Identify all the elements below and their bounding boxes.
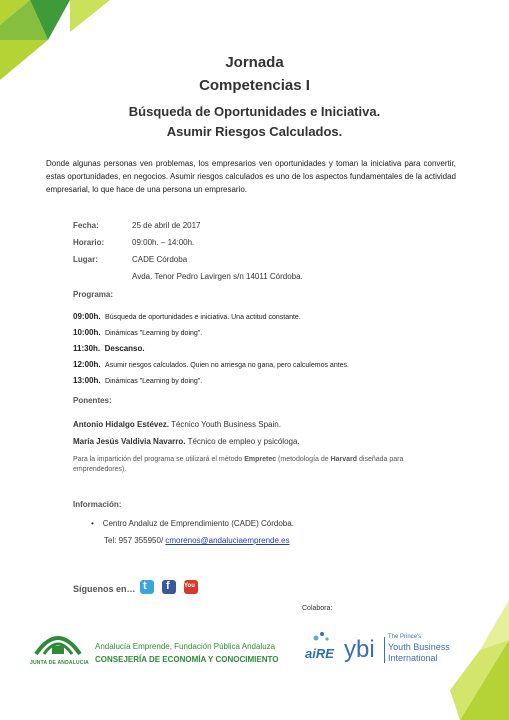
facebook-icon[interactable]: f bbox=[162, 580, 176, 594]
fecha-value: 25 de abril de 2017 bbox=[132, 221, 201, 230]
email-link[interactable]: cmorenos@andaluciaemprende.es bbox=[165, 536, 290, 545]
fecha-label: Fecha: bbox=[73, 221, 99, 230]
ybi-line3: International bbox=[388, 653, 438, 663]
footer-line2: CONSEJERÍA DE ECONOMÍA Y CONOCIMIENTO bbox=[95, 655, 279, 664]
ybi-line2: Youth Business bbox=[388, 642, 450, 652]
junta-logo bbox=[32, 628, 84, 658]
programa-item: 13:00h. Dinámicas "Learning by doing". bbox=[73, 376, 203, 385]
subtitle-asumir: Asumir Riesgos Calculados. bbox=[166, 124, 343, 139]
aire-logo: aiRE bbox=[305, 646, 334, 661]
junta-text: JUNTA DE ANDALUCIA bbox=[30, 660, 89, 666]
bottom-right-decoration bbox=[430, 600, 509, 720]
siguenos-label: Síguenos en… bbox=[73, 584, 136, 594]
aire-drops-icon bbox=[312, 628, 334, 644]
method-note: Para la impartición del programa se utilizará el método Empretec (metodología de Harvard diseñada para emprendedores). bbox=[73, 456, 404, 473]
title-competencias: Competencias I bbox=[199, 77, 310, 94]
twitter-icon[interactable]: t bbox=[140, 580, 154, 594]
footer-line1: Andalucía Emprende, Fundación Pública Andaluza bbox=[95, 642, 276, 651]
programa-item: 10:00h. Dinámicas "Learning by doing". bbox=[73, 328, 203, 337]
informacion-label: Información: bbox=[73, 500, 122, 509]
info-center: • Centro Andaluz de Emprendimiento (CADE) Córdoba. bbox=[91, 519, 294, 528]
intro-paragraph: Donde algunas personas ven problemas, los empresarios ven oportunidades y toman la iniciativa para convertir, estas oportunidades, en negocios. Asumir riesgos calculados es uno de los aspectos fundamentales de la actividad empresarial, lo que hace de una persona un empresario. bbox=[46, 159, 456, 194]
colabora-label: Colabora: bbox=[302, 605, 333, 612]
ponente-1: Antonio Hidalgo Estévez. Técnico Youth Business Spain. bbox=[73, 420, 281, 429]
programa-label: Programa: bbox=[73, 290, 114, 299]
programa-item: 12:00h. Asumir riesgos calculados. Quien no arriesga no gana, pero calculemos antes. bbox=[73, 360, 349, 369]
lugar-label: Lugar: bbox=[73, 255, 98, 264]
ybi-divider bbox=[384, 637, 385, 663]
horario-label: Horario: bbox=[73, 238, 105, 247]
info-contact: Tel: 957 355950/ cmorenos@andaluciaemprende.es bbox=[104, 536, 290, 545]
direccion-value: Avda. Tenor Pedro Lavirgen s/n 14011 Córdoba. bbox=[132, 272, 303, 281]
subtitle-busqueda: Búsqueda de Oportunidades e Iniciativa. bbox=[128, 104, 381, 119]
youtube-icon[interactable]: You bbox=[184, 580, 198, 594]
horario-value: 09:00h. – 14:00h. bbox=[132, 238, 195, 247]
ponentes-label: Ponentes: bbox=[73, 396, 112, 405]
programa-item: 11:30h. Descanso. bbox=[73, 344, 145, 353]
title-jornada: Jornada bbox=[225, 54, 284, 71]
ponente-2: María Jesús Valdivia Navarro. Técnico de empleo y psicóloga. bbox=[73, 437, 300, 446]
ybi-line1: The Prince's bbox=[388, 634, 422, 640]
lugar-value: CADE Córdoba bbox=[132, 255, 188, 264]
ybi-logo: ybi bbox=[344, 636, 375, 663]
programa-item: 09:00h. Búsqueda de oportunidades e iniciativa. Una actitud constante. bbox=[73, 312, 301, 321]
